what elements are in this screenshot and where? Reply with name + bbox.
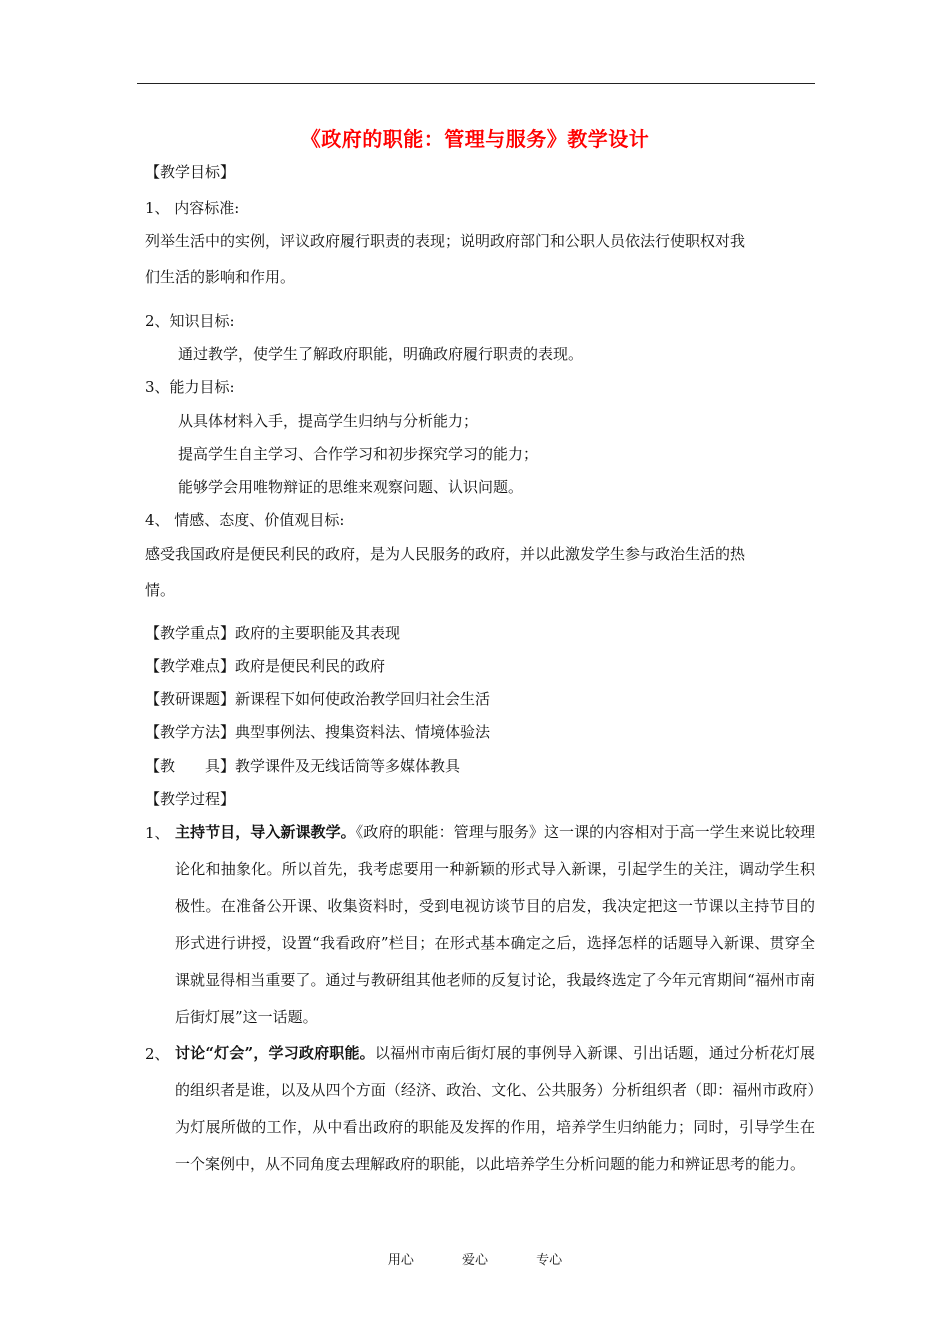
research-topic: 【教研课题】新课程下如何使政治教学回归社会生活	[145, 690, 491, 708]
footer-word-1: 用心	[387, 1253, 414, 1268]
step-1-number: 1、	[145, 824, 170, 842]
content-standard-line-2: 们生活的影响和作用。	[145, 268, 296, 286]
emotion-line-2: 情。	[145, 581, 176, 599]
teaching-tools	[145, 755, 460, 777]
step-1-paragraph	[175, 814, 815, 1036]
key-point: 【教学重点】政府的主要职能及其表现	[145, 624, 401, 642]
tools-value: 教学课件及无线话筒等多媒体教具	[235, 757, 461, 775]
emotion-heading: 4、 情感、态度、价值观目标:	[145, 511, 345, 529]
content-standard-line-1: 列举生活中的实例，评议政府履行职责的表现；说明政府部门和公职人员依法行使职权对我	[145, 232, 746, 250]
tools-label: 【教 具】	[145, 757, 236, 775]
footer-word-2: 爱心	[461, 1253, 488, 1268]
goals-heading: 【教学目标】	[145, 163, 236, 181]
ability-heading: 3、能力目标:	[145, 378, 235, 396]
document-title: 《政府的职能：管理与服务》教学设计	[300, 127, 650, 151]
teaching-method: 【教学方法】典型事例法、搜集资料法、情境体验法	[145, 723, 491, 741]
step-2-text: 以福州市南后街灯展的事例导入新课、引出话题，通过分析花灯展的组织者是谁，以及从四个方面（经济、政治、文化、公共服务）分析组织者（即：福州市政府）为灯展所做的工作，从中看出政府的职能及发挥的作用，培养学生归纳能力；同时，引导学生在一个案例中，从不同角度去理解政府的职能，以此培养学生分析问题的能力和辨证思考的能力。	[175, 1044, 815, 1173]
emotion-line-1: 感受我国政府是便民利民的政府，是为人民服务的政府，并以此激发学生参与政治生活的热	[145, 545, 746, 563]
content-standard-heading: 1、 内容标准:	[145, 199, 240, 217]
step-2-paragraph	[175, 1035, 815, 1183]
step-1-text: 《政府的职能：管理与服务》这一课的内容相对于高一学生来说比较理论化和抽象化。所以首先，我考虑要用一种新颖的形式导入新课，引起学生的关注，调动学生积极性。在准备公开课、收集资料时，受到电视访谈节目的启发，我决定把这一节课以主持节目的形式进行讲授，设置“我看政府”栏目；在形式基本确定之后，选择怎样的话题导入新课、贯穿全课就显得相当重要了。通过与教研组其他老师的反复讨论，我最终选定了今年元宵期间“福州市南后街灯展”这一话题。	[175, 823, 815, 1026]
page-footer	[0, 1249, 950, 1268]
process-heading: 【教学过程】	[145, 790, 236, 808]
ability-line-1: 从具体材料入手，提高学生归纳与分析能力；	[178, 412, 479, 430]
step-1-lead: 主持节目，导入新课教学。	[175, 823, 356, 841]
knowledge-heading: 2、知识目标:	[145, 312, 235, 330]
header-rule	[137, 83, 815, 84]
step-2-lead: 讨论“灯会”，学习政府职能。	[175, 1044, 375, 1062]
footer-word-3: 专心	[536, 1253, 563, 1268]
ability-line-2: 提高学生自主学习、合作学习和初步探究学习的能力；	[178, 445, 539, 463]
knowledge-line-1: 通过教学，使学生了解政府职能，明确政府履行职责的表现。	[178, 345, 584, 363]
step-2-number: 2、	[145, 1045, 170, 1063]
difficulty: 【教学难点】政府是便民利民的政府	[145, 657, 386, 675]
ability-line-3: 能够学会用唯物辩证的思维来观察问题、认识问题。	[178, 478, 524, 496]
